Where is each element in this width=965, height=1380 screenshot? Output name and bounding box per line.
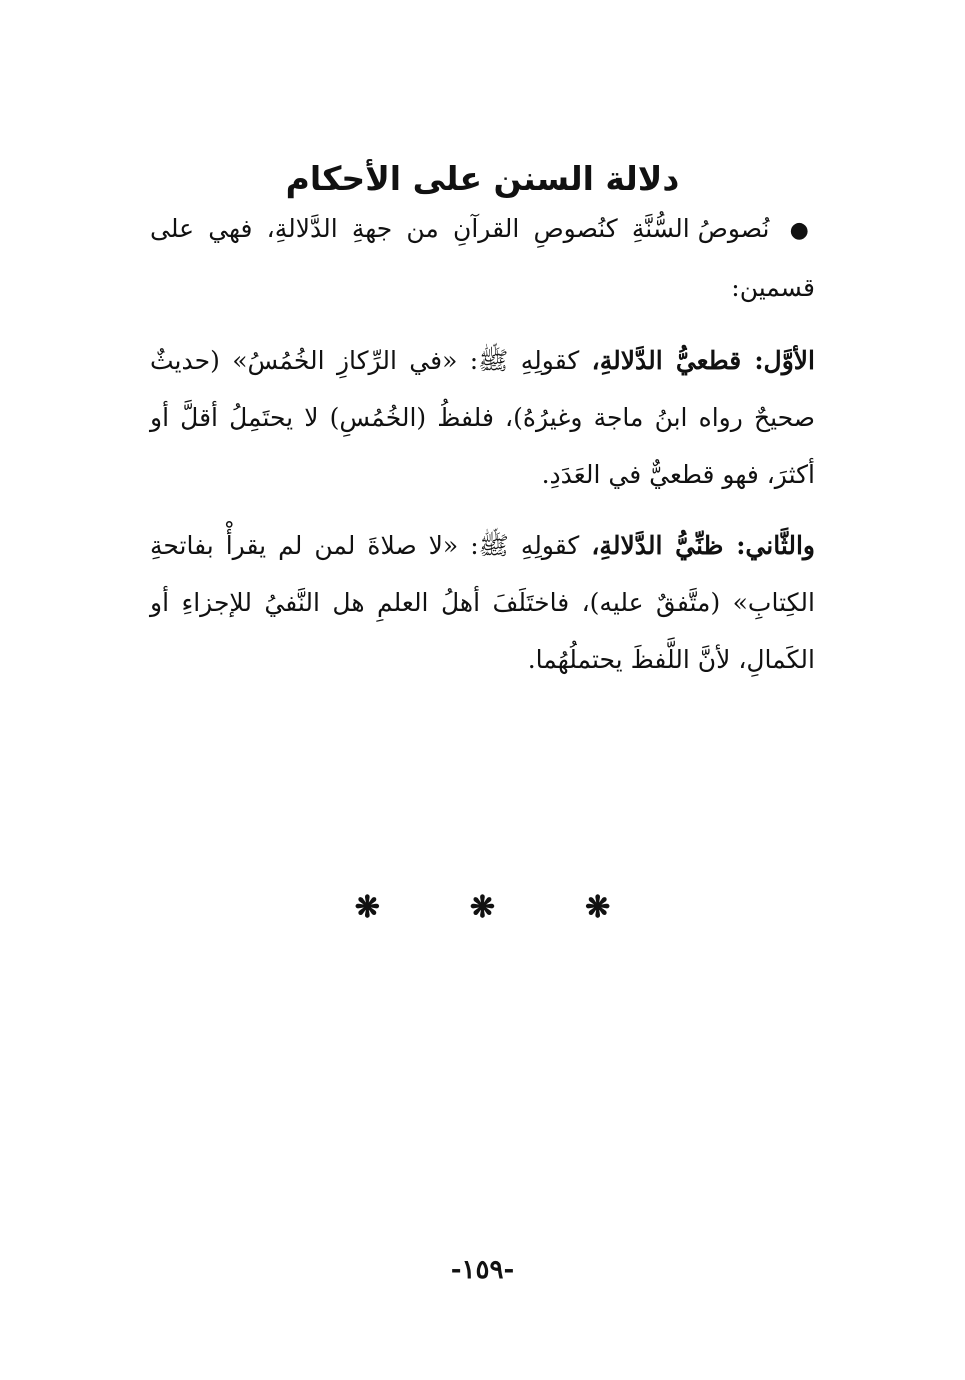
body-text (150, 200, 815, 702)
second-text: كقولِهِ ﷺ: «لا صلاةَ لمن لم يقرأْ بفاتحةِ الكِتابِ» (متَّفقٌ عليه)، فاختَلَفَ أهلُ العلمِ هل النَّفيُ للإجزاءِ أو الكَمالِ، لأنَّ اللَّفظَ يحتملُهُما. (150, 531, 815, 674)
asterism-icon: ❋ (354, 890, 380, 925)
first-text: كقولِهِ ﷺ: «في الرِّكازِ الخُمُسُ» (حديثٌ صحيحٌ رواه ابنُ ماجة وغيرُهُ)، فلفظُ (الخُمُسِ) لا يحتَمِلُ أقلَّ أو أكثرَ، فهو قطعيٌّ في العَدَدِ. (150, 346, 815, 489)
page-number: -١٥٩- (450, 1255, 515, 1285)
second-paragraph (150, 517, 815, 688)
intro-text: نُصوصُ السُّنَّةِ كنُصوصِ القرآنِ من جهةِ الدَّلالةِ، فهي على قسمين: (150, 214, 815, 302)
first-label: الأوَّل: قطعيُّ الدَّلالةِ، (591, 346, 815, 375)
asterism-icon: ❋ (585, 890, 611, 925)
second-label: والثَّاني: ظنِّيُّ الدَّلالةِ، (591, 531, 816, 560)
page-title: دلالة السنن على الأحكام (285, 159, 680, 199)
bullet-icon: ● (789, 218, 816, 243)
asterism-icon: ❋ (469, 890, 496, 925)
first-paragraph (150, 332, 815, 503)
intro-paragraph (150, 200, 815, 316)
section-separator (0, 890, 965, 925)
